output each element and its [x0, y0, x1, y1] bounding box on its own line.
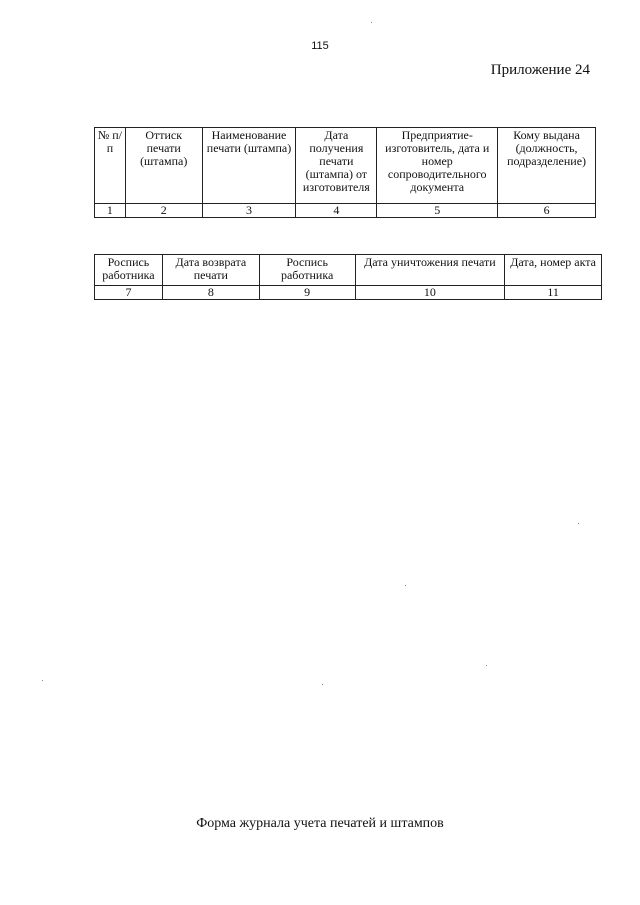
- header-cell-number: № п/п: [95, 128, 126, 204]
- column-number-cell: 3: [202, 204, 296, 218]
- scan-speck: [405, 585, 406, 586]
- column-number-row: [95, 204, 596, 218]
- header-cell-destruction-date: Дата уничтожения печати: [355, 255, 505, 286]
- column-number-cell: 5: [377, 204, 498, 218]
- scan-speck: [322, 684, 323, 685]
- header-cell-employee-signature: Роспись работника: [95, 255, 163, 286]
- journal-table-part-2: [94, 254, 602, 300]
- header-cell-employee-signature: Роспись работника: [259, 255, 355, 286]
- header-cell-receipt-date: Дата получения печати (штампа) от изготовителя: [296, 128, 377, 204]
- header-cell-manufacturer: Предприятие-изготовитель, дата и номер сопроводительного документа: [377, 128, 498, 204]
- column-number-cell: 8: [162, 286, 259, 300]
- journal-table-part-1: [94, 127, 596, 218]
- column-number-row: [95, 286, 602, 300]
- column-number-cell: 10: [355, 286, 505, 300]
- form-title: Форма журнала учета печатей и штампов: [196, 816, 444, 831]
- column-number-cell: 1: [95, 204, 126, 218]
- column-number-cell: 2: [125, 204, 202, 218]
- scan-speck: [371, 22, 372, 23]
- column-number-cell: 11: [505, 286, 602, 300]
- table-header-row: [95, 128, 596, 204]
- scan-speck: [578, 523, 579, 524]
- header-cell-name: Наименование печати (штампа): [202, 128, 296, 204]
- header-cell-imprint: Оттиск печати (штампа): [125, 128, 202, 204]
- header-cell-issued-to: Кому выдана (должность, подразделение): [498, 128, 596, 204]
- table-header-row: [95, 255, 602, 286]
- scan-speck: [42, 680, 43, 681]
- page-number: 115: [311, 40, 329, 52]
- header-cell-act-date-number: Дата, номер акта: [505, 255, 602, 286]
- column-number-cell: 7: [95, 286, 163, 300]
- column-number-cell: 9: [259, 286, 355, 300]
- appendix-label: Приложение 24: [490, 62, 590, 78]
- column-number-cell: 4: [296, 204, 377, 218]
- header-cell-return-date: Дата возврата печати: [162, 255, 259, 286]
- column-number-cell: 6: [498, 204, 596, 218]
- scan-speck: [486, 665, 487, 666]
